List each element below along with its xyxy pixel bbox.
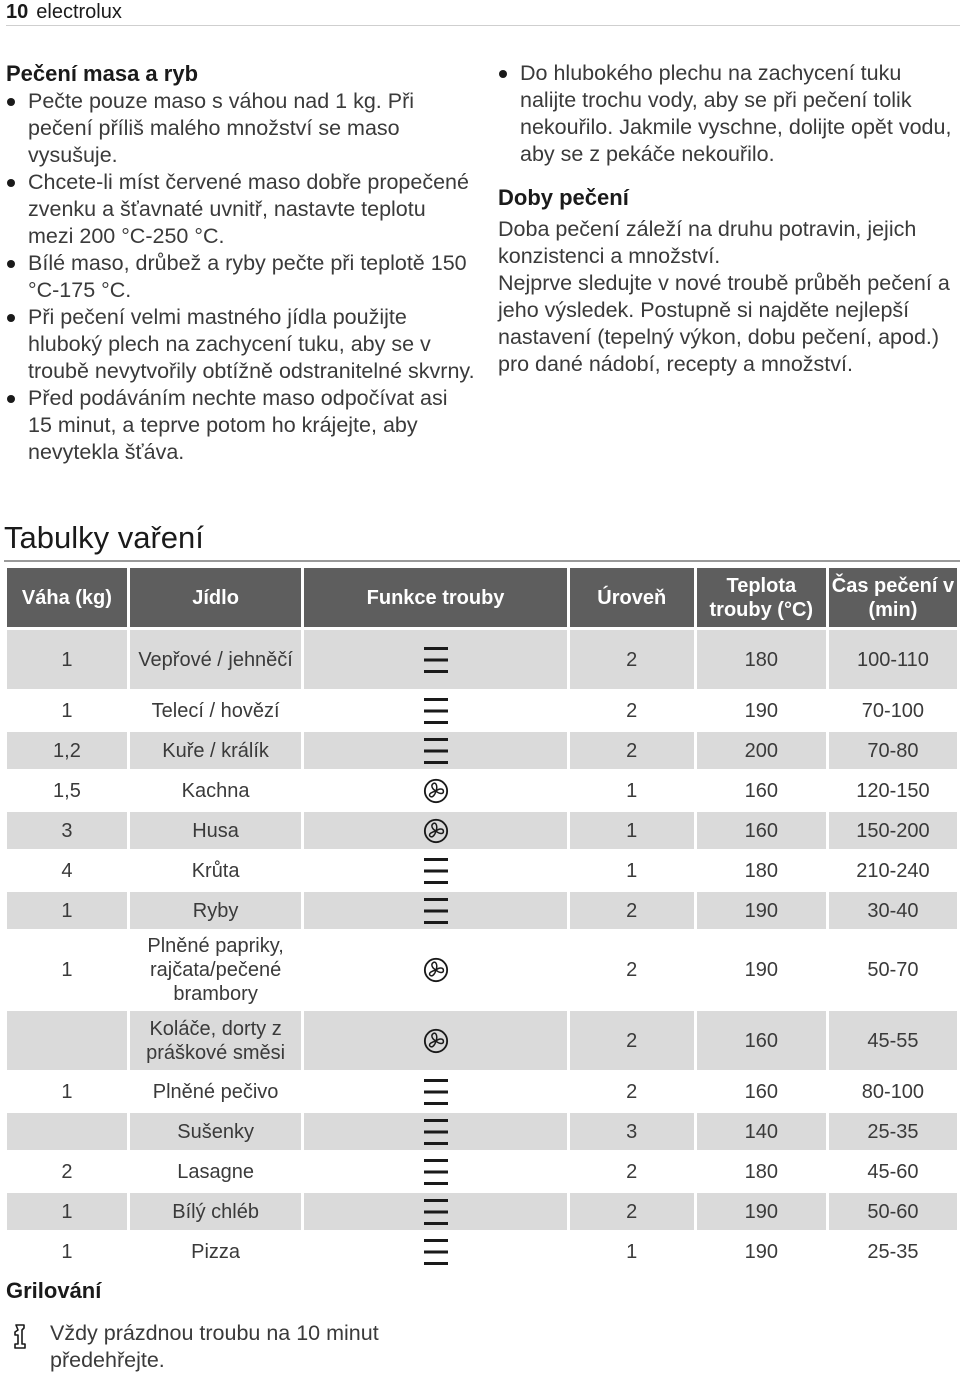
cooking-tables-title: Tabulky vaření xyxy=(4,518,960,562)
cell-temperature: 160 xyxy=(744,1080,778,1103)
cell-function xyxy=(304,852,566,889)
table-row xyxy=(7,1073,957,1110)
cooking-table xyxy=(4,565,960,1273)
cell-food: Krůta xyxy=(191,859,240,882)
cell-function xyxy=(304,772,566,809)
cell-food: Koláče, dorty z práškové směsi xyxy=(130,1011,302,1070)
info-icon xyxy=(6,1322,34,1350)
baking-times-paragraph: Doba pečení záleží na druhu potravin, jejich konzistenci a množství. xyxy=(498,217,917,268)
cell-function xyxy=(304,1113,566,1150)
table-row xyxy=(7,892,957,929)
grill-note: Vždy prázdnou troubu na 10 minut předehřejte. xyxy=(50,1321,379,1372)
cell-weight: 1 xyxy=(7,630,127,689)
table-row xyxy=(7,1113,957,1150)
cell-weight: 1 xyxy=(7,892,127,929)
cell-temperature: 190 xyxy=(744,959,778,981)
cell-time: 45-60 xyxy=(867,1160,919,1183)
cell-temperature: 160 xyxy=(744,779,778,802)
bullet-item: Pečte pouze maso s váhou nad 1 kg. Při pečení příliš malého množství se maso vysušuje. xyxy=(6,88,476,169)
cell-food: Plněné papriky, rajčata/pečené brambory xyxy=(147,935,284,1005)
cell-temperature: 160 xyxy=(697,812,826,849)
grill-title: Grilování xyxy=(6,1278,102,1303)
cell-function xyxy=(304,892,566,929)
cell-temperature: 180 xyxy=(744,859,778,882)
fan-heat-icon xyxy=(423,779,449,801)
cell-level: 2 xyxy=(570,1011,694,1070)
column-header-food: Jídlo xyxy=(130,568,302,627)
bullet-item: Před podáváním nechte maso odpočívat asi 15 minut, a teprve potom ho krájejte, aby nevytekla šťáva. xyxy=(6,385,476,466)
cell-food: Ryby xyxy=(130,892,302,929)
table-row xyxy=(7,732,957,769)
cell-function xyxy=(304,692,566,729)
cell-food: Bílý chléb xyxy=(130,1193,302,1230)
cell-time: 70-100 xyxy=(861,699,925,722)
table-row xyxy=(7,692,957,729)
cell-weight: 1 xyxy=(61,959,73,981)
cell-function xyxy=(304,630,566,689)
conventional-heat-icon xyxy=(423,1120,449,1142)
cell-time: 45-55 xyxy=(829,1011,957,1070)
column-header-function: Funkce trouby xyxy=(304,568,566,627)
cell-function xyxy=(304,1073,566,1110)
cell-function xyxy=(304,932,566,1008)
conventional-heat-icon xyxy=(423,739,449,761)
conventional-heat-icon xyxy=(423,648,449,670)
cell-time: 70-80 xyxy=(829,732,957,769)
bullet-item: Bílé maso, drůbež a ryby pečte při teplotě 150 °C-175 °C. xyxy=(6,250,476,304)
cell-temperature: 190 xyxy=(744,699,778,722)
conventional-heat-icon xyxy=(423,1240,449,1262)
roasting-bullets xyxy=(6,88,476,466)
cell-level: 2 xyxy=(626,959,638,981)
bullet-item: Chcete-li míst červené maso dobře propečené zvenku a šťavnaté uvnitř, nastavte teplotu mezi 200 °C-250 °C. xyxy=(6,169,476,250)
cell-temperature: 190 xyxy=(697,892,826,929)
cell-time: 100-110 xyxy=(829,630,957,689)
cell-food: Plněné pečivo xyxy=(152,1080,279,1103)
cell-weight: 1 xyxy=(61,699,73,722)
table-row xyxy=(7,812,957,849)
conventional-heat-icon xyxy=(423,1080,449,1102)
cell-function xyxy=(304,1233,566,1270)
cell-time: 50-70 xyxy=(867,959,919,981)
conventional-heat-icon xyxy=(423,1160,449,1182)
page-number: 10 xyxy=(6,1,29,23)
cell-level: 1 xyxy=(626,1240,638,1263)
cell-level: 2 xyxy=(570,630,694,689)
cell-weight: 1 xyxy=(61,1080,73,1103)
cell-function xyxy=(304,1193,566,1230)
table-row xyxy=(7,772,957,809)
table-row xyxy=(7,630,957,689)
cell-weight: 1 xyxy=(61,1240,73,1263)
cell-temperature: 200 xyxy=(697,732,826,769)
cell-time: 210-240 xyxy=(856,859,930,882)
cell-level: 2 xyxy=(570,732,694,769)
column-header-time: Čas pečení v (min) xyxy=(829,568,957,627)
cell-weight: 1,5 xyxy=(53,779,81,802)
right-column xyxy=(498,60,960,378)
cell-temperature: 160 xyxy=(697,1011,826,1070)
column-header-weight: Váha (kg) xyxy=(7,568,127,627)
cell-food: Lasagne xyxy=(177,1160,254,1183)
table-row xyxy=(7,932,957,1008)
page-header xyxy=(6,0,960,26)
cell-function xyxy=(304,1011,566,1070)
cell-weight xyxy=(7,1113,127,1150)
table-row xyxy=(7,1011,957,1070)
cell-food: Kachna xyxy=(181,779,250,802)
cell-weight: 3 xyxy=(7,812,127,849)
cell-time: 120-150 xyxy=(856,779,930,802)
column-header-temperature: Teplota trouby (°C) xyxy=(697,568,826,627)
cell-food: Husa xyxy=(130,812,302,849)
cell-time: 80-100 xyxy=(861,1080,925,1103)
cell-food: Sušenky xyxy=(130,1113,302,1150)
cell-temperature: 140 xyxy=(697,1113,826,1150)
cell-temperature: 180 xyxy=(744,1160,778,1183)
conventional-heat-icon xyxy=(423,899,449,921)
cell-food: Vepřové / jehněčí xyxy=(130,630,302,689)
cell-temperature: 180 xyxy=(697,630,826,689)
cell-food: Pizza xyxy=(191,1240,241,1263)
cell-time: 50-60 xyxy=(829,1193,957,1230)
cell-level: 1 xyxy=(626,779,638,802)
table-row xyxy=(7,852,957,889)
table-row xyxy=(7,1193,957,1230)
baking-times-title: Doby pečení xyxy=(498,185,629,210)
fan-heat-icon xyxy=(423,819,449,841)
bullet-item: Do hlubokého plechu na zachycení tuku nalijte trochu vody, aby se při pečení tolik nekouřilo. Jakmile vyschne, dolijte opět vodu, aby se z pekáče nekouřilo. xyxy=(498,60,960,168)
cell-time: 25-35 xyxy=(867,1240,919,1263)
cell-function xyxy=(304,812,566,849)
conventional-heat-icon xyxy=(423,699,449,721)
cell-time: 25-35 xyxy=(829,1113,957,1150)
cell-food: Telecí / hovězí xyxy=(151,699,280,722)
cell-level: 1 xyxy=(626,859,638,882)
cell-level: 2 xyxy=(626,1160,638,1183)
cell-time: 150-200 xyxy=(829,812,957,849)
cell-level: 2 xyxy=(626,699,638,722)
conventional-heat-icon xyxy=(423,859,449,881)
roasting-bullets-continued xyxy=(498,60,960,168)
fan-heat-icon xyxy=(423,958,449,980)
bullet-item: Při pečení velmi mastného jídla použijte hluboký plech na zachycení tuku, aby se v troubě nevytvořily obtížně odstranitelné skvrny. xyxy=(6,304,476,385)
cell-weight: 2 xyxy=(61,1160,73,1183)
cell-time: 30-40 xyxy=(829,892,957,929)
cell-weight: 1,2 xyxy=(7,732,127,769)
cell-level: 2 xyxy=(570,892,694,929)
cell-level: 1 xyxy=(570,812,694,849)
baking-times-paragraph: Nejprve sledujte v nové troubě průběh pečení a jeho výsledek. Postupně si najděte nejlepší nastavení (tepelný výkon, dobu pečení, apod.) pro dané nádobí, recepty a množství. xyxy=(498,271,950,376)
conventional-heat-icon xyxy=(423,1200,449,1222)
cell-level: 2 xyxy=(570,1193,694,1230)
cell-weight: 1 xyxy=(7,1193,127,1230)
cell-weight xyxy=(7,1011,127,1070)
cell-function xyxy=(304,732,566,769)
column-header-level: Úroveň xyxy=(570,568,694,627)
roasting-section xyxy=(6,60,476,466)
cell-weight: 4 xyxy=(61,859,73,882)
roasting-title: Pečení masa a ryb xyxy=(6,61,199,86)
cell-function xyxy=(304,1153,566,1190)
fan-heat-icon xyxy=(423,1029,449,1051)
cell-level: 3 xyxy=(570,1113,694,1150)
brand-name: electrolux xyxy=(36,1,122,23)
cell-temperature: 190 xyxy=(744,1240,778,1263)
table-row xyxy=(7,1153,957,1190)
cell-temperature: 190 xyxy=(697,1193,826,1230)
cell-food: Kuře / králík xyxy=(130,732,302,769)
table-row xyxy=(7,1233,957,1270)
table-header-row xyxy=(7,568,957,627)
cell-level: 2 xyxy=(626,1080,638,1103)
